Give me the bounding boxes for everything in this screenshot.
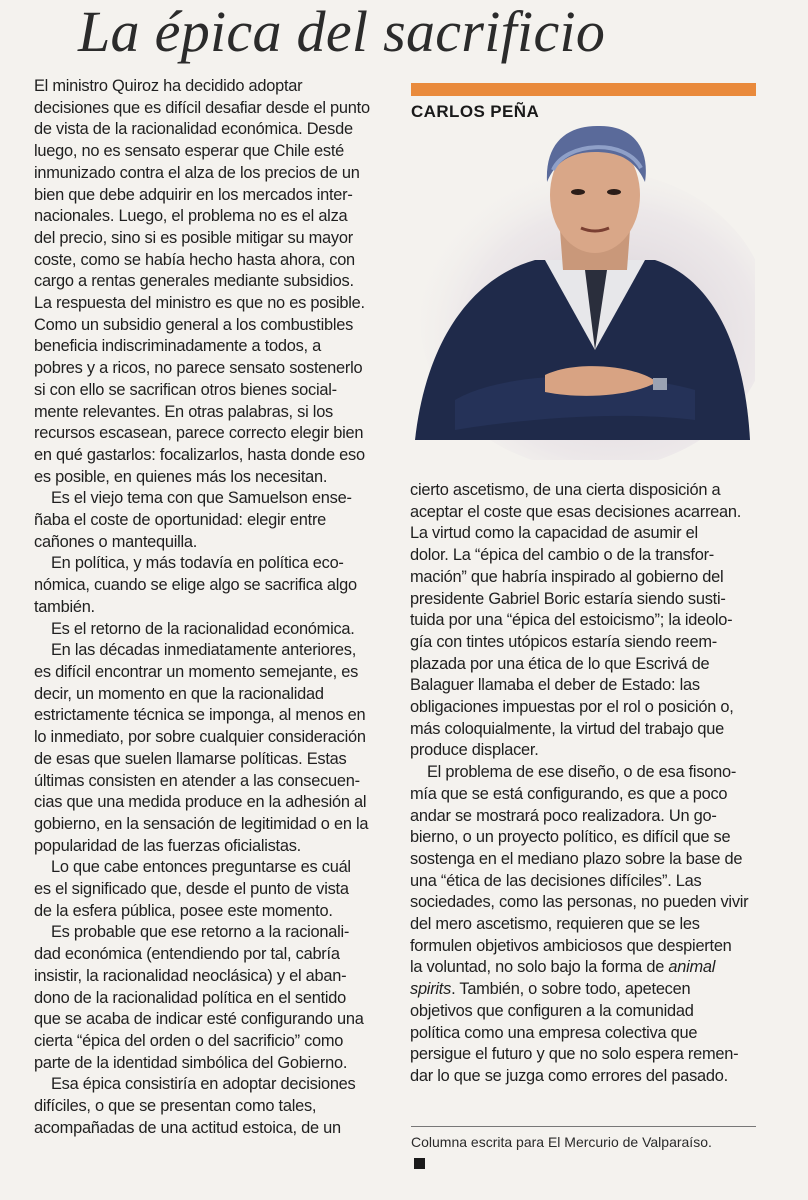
text-line: parte de la identidad simbólica del Gobierno.: [34, 1053, 348, 1072]
text-line: últimas consisten en atender a las consecuen-: [34, 771, 360, 790]
text-line: difíciles, o que se presentan como tales,: [34, 1097, 317, 1116]
text-line: nómica, cuando se elige algo se sacrifica algo: [34, 576, 357, 595]
end-mark-icon: [414, 1158, 425, 1169]
text-line: sociedades, como las personas, no pueden vivir: [410, 893, 749, 912]
text-line: El ministro Quiroz ha decidido adoptar: [34, 77, 303, 95]
left-column-paragraph: [34, 488, 384, 553]
left-column-paragraph: [34, 640, 384, 857]
text-line: beneficia indiscriminadamente a todos, a: [34, 337, 322, 356]
left-column-paragraph: [34, 1074, 384, 1139]
left-column-paragraph: [34, 619, 384, 641]
text-line: La virtud como la capacidad de asumir el: [410, 524, 698, 543]
text-line: Es probable que ese retorno a la racionali-: [51, 923, 350, 942]
text-line: cierta “épica del orden o del sacrificio” como: [34, 1031, 344, 1050]
text-line: obligaciones impuestas por el rol o posición o,: [410, 698, 734, 717]
text-line: gobierno, en la sensación de legitimidad o en la: [34, 814, 369, 833]
text-line: es difícil encontrar un momento semejante, es: [34, 662, 359, 681]
italic-phrase: spirits: [410, 980, 452, 999]
text-line: Lo que cabe entonces preguntarse es cuál: [51, 858, 351, 877]
text-line: del mero ascetismo, requieren que se les: [410, 915, 700, 934]
text-line: bien que debe adquirir en los mercados inter-: [34, 185, 353, 204]
text-line: cierto ascetismo, de una cierta disposición a: [410, 481, 721, 499]
headline: La épica del sacrificio: [78, 0, 606, 64]
text-line: spirits. También, o sobre todo, apetecen: [410, 980, 691, 999]
text-line: dad económica (entendiendo por tal, cabría: [34, 945, 340, 964]
left-column-paragraph: [34, 553, 384, 618]
text-line: persigue el futuro y que no solo espera remen-: [410, 1045, 739, 1064]
text-line: política como una empresa colectiva que: [410, 1023, 698, 1042]
text-line: recursos escasean, parece correcto elegir bien: [34, 424, 364, 443]
text-line: es posible, en quienes más los necesitan.: [34, 467, 328, 486]
author-accent-bar: [411, 83, 756, 96]
text-line: plazada por una ética de lo que Escrivá de: [410, 654, 710, 673]
footer-divider: [411, 1126, 756, 1127]
text-line: de vista de la racionalidad económica. Desde: [34, 120, 353, 139]
text-line: insistir, la racionalidad neoclásica) y el aban-: [34, 966, 347, 985]
left-column-paragraph: [34, 857, 384, 922]
text-line: cargo a rentas generales mediante subsidios.: [34, 272, 354, 291]
text-line: en qué gastarlos: focalizarlos, hasta donde eso: [34, 445, 365, 464]
left-column-paragraph: [34, 76, 384, 488]
text-line: dolor. La “épica del cambio o de la transfor-: [410, 546, 714, 565]
text-line: Es el retorno de la racionalidad económica.: [51, 619, 355, 638]
text-line: El problema de ese diseño, o de esa fisono-: [427, 763, 737, 782]
text-line: Es el viejo tema con que Samuelson ense-: [51, 489, 352, 508]
columnist-portrait-icon: [395, 120, 755, 460]
text-line: del precio, sino si es posible mitigar su mayor: [34, 228, 353, 247]
text-line: En las décadas inmediatamente anteriores,: [51, 641, 356, 660]
text-line: es el significado que, desde el punto de vista: [34, 880, 349, 899]
text-line: tuida por una “épica del estoicismo”; la ideolo-: [410, 611, 733, 630]
text-line: una “ética de las decisiones difíciles”. Las: [410, 871, 702, 890]
text-line: aceptar el coste que esas decisiones acarrean.: [410, 502, 742, 521]
text-line: En política, y más todavía en política eco-: [51, 554, 344, 573]
text-line: dono de la racionalidad política en el sentido: [34, 988, 346, 1007]
italic-phrase: animal: [668, 958, 716, 977]
text-line: bierno, o un proyecto político, es difícil que se: [410, 828, 731, 847]
text-line: gía con tintes utópicos estaría siendo reem-: [410, 632, 717, 651]
text-line: andar se mostrará poco realizadora. Un go-: [410, 806, 717, 825]
text-line: luego, no es sensato esperar que Chile esté: [34, 142, 344, 161]
text-line: produce displacer.: [410, 741, 539, 760]
text-line: Esa épica consistiría en adoptar decisiones: [51, 1075, 356, 1094]
text-line: lo inmediato, por sobre cualquier consideración: [34, 728, 366, 747]
article-column-left: [34, 76, 384, 1139]
text-line: cias que una medida produce en la adhesión al: [34, 793, 367, 812]
text-line: mía que se está configurando, es que a poco: [410, 784, 728, 803]
text-line: también.: [34, 597, 95, 616]
text-line: popularidad de las fuerzas oficialistas.: [34, 836, 301, 855]
text-line: dar lo que se juzga como errores del pasado.: [410, 1066, 728, 1085]
text-line: mente relevantes. En otras palabras, si los: [34, 402, 334, 421]
text-line: coste, como se había hecho hasta ahora, con: [34, 250, 355, 269]
text-line: acompañadas de una actitud estoica, de un: [34, 1118, 341, 1137]
right-column-paragraph: [410, 480, 755, 762]
text-line: sostenga en el mediano plazo sobre la base de: [410, 849, 743, 868]
text-line: Balaguer llamaba el deber de Estado: las: [410, 676, 700, 695]
author-byline: CARLOS PEÑA: [411, 102, 540, 121]
text-line: Como un subsidio general a los combustibles: [34, 315, 354, 334]
text-line: objetivos que configuren a la comunidad: [410, 1001, 694, 1020]
text-line: La respuesta del ministro es que no es posible.: [34, 294, 365, 313]
text-line: de esas que suelen llamarse políticas. Estas: [34, 749, 347, 768]
text-line: decir, un momento en que la racionalidad: [34, 684, 324, 703]
text-line: más coloquialmente, la virtud del trabajo que: [410, 719, 725, 738]
text-line: ñaba el coste de oportunidad: elegir entre: [34, 511, 327, 530]
article-column-right: [410, 480, 755, 1088]
text-line: cañones o mantequilla.: [34, 532, 198, 551]
text-line: decisiones que es difícil desafiar desde el punto: [34, 98, 370, 117]
footer-note: Columna escrita para El Mercurio de Valparaíso.: [411, 1134, 712, 1150]
text-line: si con ello se sacrifican otros bienes social-: [34, 380, 337, 399]
text-line: la voluntad, no solo bajo la forma de animal: [410, 958, 716, 977]
text-line: estrictamente técnica se imponga, al menos en: [34, 706, 366, 725]
text-line: pobres y a ricos, no parece sensato sostenerlo: [34, 359, 363, 378]
text-line: presidente Gabriel Boric estaría siendo susti-: [410, 589, 726, 608]
text-line: inmunizado contra el alza de los precios de un: [34, 163, 360, 182]
text-line: que se acaba de indicar esté configurando una: [34, 1010, 364, 1029]
right-column-paragraph: [410, 762, 755, 1088]
text-line: mación” que habría inspirado al gobierno del: [410, 567, 724, 586]
text-line: formulen objetivos ambiciosos que despierten: [410, 936, 732, 955]
text-line: de la esfera pública, posee este momento.: [34, 901, 333, 920]
left-column-paragraph: [34, 922, 384, 1074]
text-line: nacionales. Luego, el problema no es el alza: [34, 207, 348, 226]
